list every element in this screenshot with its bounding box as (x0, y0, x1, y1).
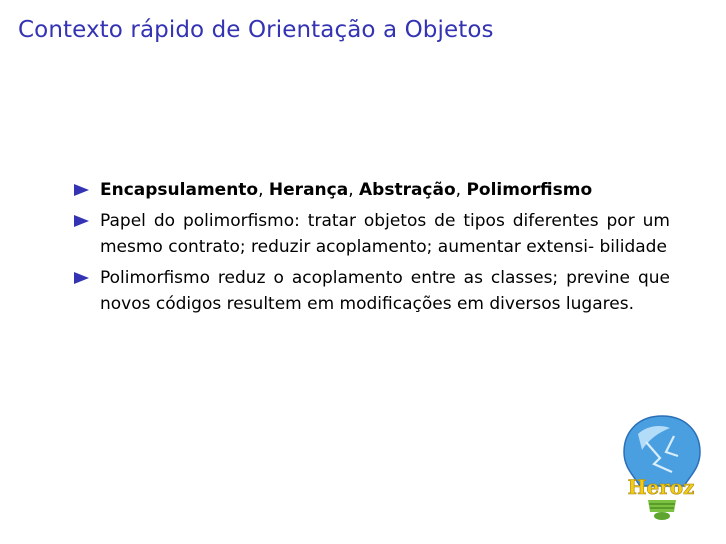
logo-label: Heroz (627, 475, 695, 499)
bullet-triangle-icon (74, 272, 89, 284)
term-encapsulamento: Encapsulamento (100, 180, 259, 200)
bullet-item-coupling (74, 265, 670, 317)
bullet-item-polymorphism-role (74, 208, 670, 260)
separator: , (348, 180, 359, 200)
term-heranca: Herança (268, 180, 349, 200)
slide-title: Contexto rápido de Orientação a Objetos (18, 17, 494, 43)
bulb-tip (654, 512, 670, 520)
bullet-text: Polimorfismo reduz o acoplamento entre as classes; previne que novos códigos resultem em modificações em diversos lugares. (100, 268, 670, 314)
bullet-text: Papel do polimorfismo: tratar objetos de tipos diferentes por um mesmo contrato; reduzir acoplamento; aumentar extensi- bilidade (100, 211, 670, 257)
separator: , (455, 180, 467, 200)
term-polimorfismo: Polimorfismo (466, 180, 593, 200)
bullet-item-concepts (74, 177, 670, 203)
separator: , (258, 180, 269, 200)
bullet-list (74, 177, 670, 322)
lightbulb-icon (616, 412, 708, 524)
bullet-triangle-icon (74, 215, 89, 227)
bulb-base (648, 500, 676, 512)
term-abstracao: Abstração (359, 180, 456, 200)
bullet-triangle-icon (74, 184, 89, 196)
